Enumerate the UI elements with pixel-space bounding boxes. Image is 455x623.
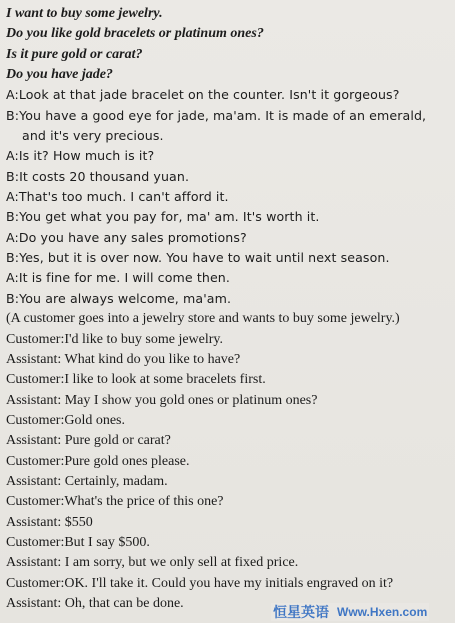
text-line: A:Look at that jade bracelet on the counter. Isn't it gorgeous? [6, 87, 400, 103]
text-line: B:It costs 20 thousand yuan. [6, 168, 190, 184]
text-line: A:Do you have any sales promotions? [6, 229, 247, 245]
text-line: Customer:I'd like to buy some jewelry. [6, 331, 224, 347]
text-line: (A customer goes into a jewelry store and wants to buy some jewelry.) [6, 311, 400, 327]
text-line: Assistant: Oh, that can be done. [6, 595, 184, 611]
text-line: I want to buy some jewelry. [6, 6, 163, 21]
text-line: Assistant: What kind do you like to have? [6, 351, 241, 367]
text-line: Assistant: I am sorry, but we only sell at fixed price. [6, 555, 299, 571]
text-line: Customer:Gold ones. [6, 412, 125, 428]
text-line: Assistant: Certainly, madam. [6, 473, 168, 489]
watermark [271, 603, 429, 621]
text-line: Is it pure gold or carat? [6, 46, 143, 62]
text-line: Assistant: Pure gold or carat? [6, 433, 171, 449]
text-line: A:That's too much. I can't afford it. [6, 189, 229, 205]
text-line: Customer:OK. I'll take it. Could you have my initials engraved on it? [6, 575, 394, 591]
text-line: B:You have a good eye for jade, ma'am. It is made of an emerald, [6, 107, 427, 123]
watermark-brand: 恒星英语 [273, 605, 329, 621]
text-line: A:It is fine for me. I will come then. [6, 270, 230, 286]
text-line: and it's very precious. [22, 128, 164, 144]
text-line: Customer:What's the price of this one? [6, 494, 224, 510]
text-line: Customer:But I say $500. [6, 534, 150, 550]
text-line: Customer:Pure gold ones please. [6, 453, 190, 469]
text-line: Assistant: May I show you gold ones or platinum ones? [6, 392, 318, 408]
text-line: Do you like gold bracelets or platinum ones? [6, 26, 264, 42]
watermark-url: Www.Hxen.com [337, 605, 428, 619]
text-line: B:You get what you pay for, ma' am. It's worth it. [6, 209, 320, 225]
text-line: B:You are always welcome, ma'am. [6, 290, 232, 306]
text-line: Customer:I like to look at some bracelets first. [6, 372, 266, 388]
text-line: Assistant: $550 [6, 514, 93, 530]
text-line: B:Yes, but it is over now. You have to wait until next season. [6, 250, 390, 266]
text-line: Do you have jade? [6, 67, 113, 83]
dialogue-text-block [6, 4, 453, 614]
text-line: A:Is it? How much is it? [6, 148, 155, 164]
